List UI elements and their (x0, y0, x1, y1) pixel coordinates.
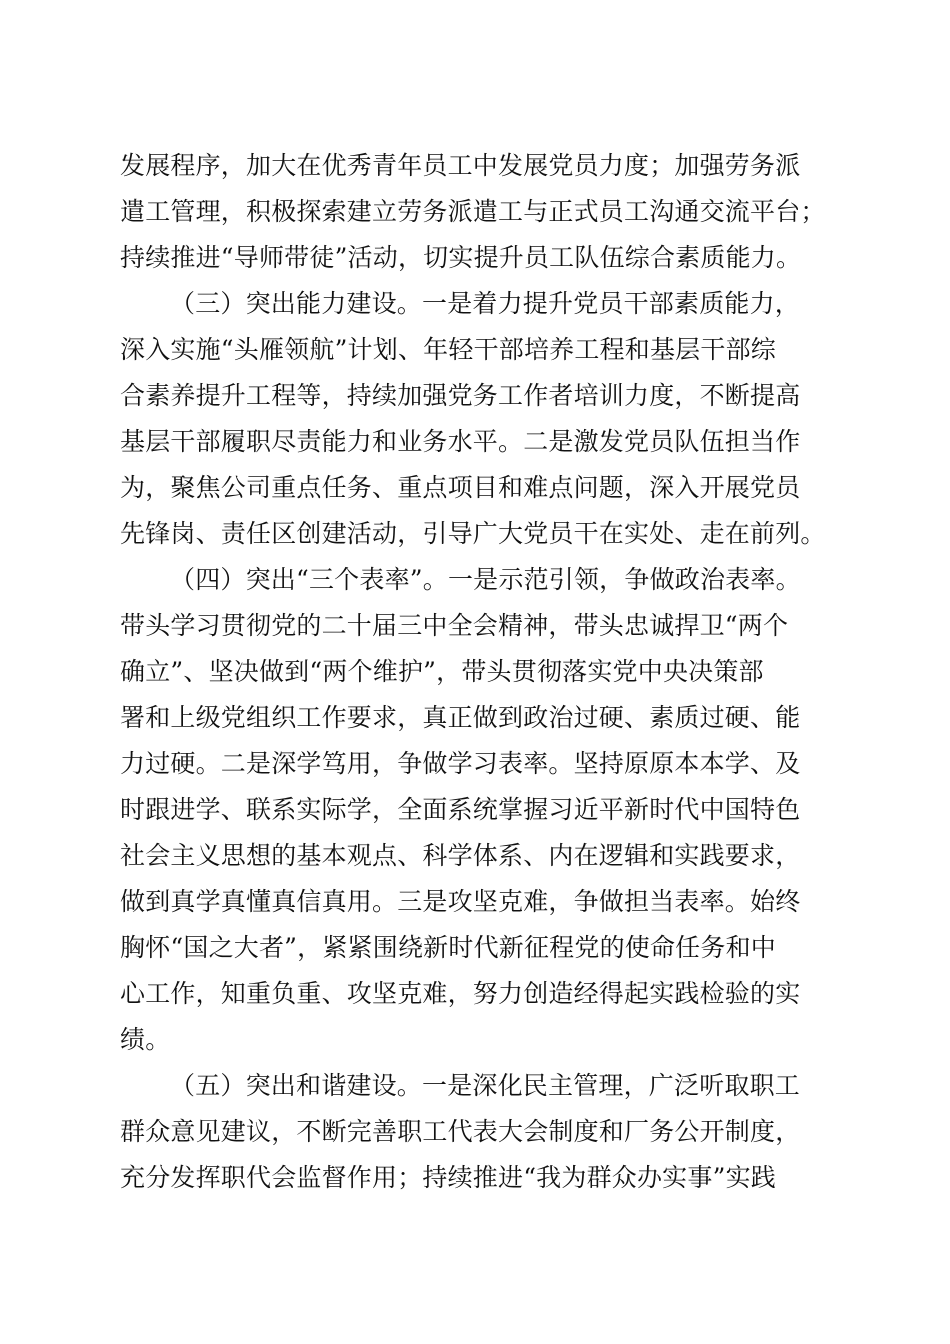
text-line: 做到真学真懂真信真用。三是攻坚克难，争做担当表率。始终 (120, 887, 801, 916)
text-line: 先锋岗、责任区创建活动，引导广大党员干在实处、走在前列。 (120, 519, 826, 548)
section-heading-line: （三）突出能力建设。一是着力提升党员干部素质能力， (170, 289, 801, 318)
text-line: 心工作，知重负重、攻坚克难，努力创造经得起实践检验的实 (120, 979, 801, 1008)
text-line: 遣工管理，积极探索建立劳务派遣工与正式员工沟通交流平台； (120, 197, 826, 226)
text-line: 深入实施“头雁领航”计划、年轻干部培养工程和基层干部综 (120, 335, 776, 364)
text-line: 绩。 (120, 1025, 171, 1054)
section-heading-line: （四）突出“三个表率”。一是示范引领，争做政治表率。 (170, 565, 801, 594)
text-line: 时跟进学、联系实际学，全面系统掌握习近平新时代中国特色 (120, 795, 801, 824)
text-line: 署和上级党组织工作要求，真正做到政治过硬、素质过硬、能 (120, 703, 801, 732)
text-line: 充分发挥职代会监督作用；持续推进“我为群众办实事”实践 (120, 1163, 776, 1192)
text-line: 基层干部履职尽责能力和业务水平。二是激发党员队伍担当作 (120, 427, 801, 456)
text-line: 为，聚焦公司重点任务、重点项目和难点问题，深入开展党员 (120, 473, 801, 502)
section-heading-line: （五）突出和谐建设。一是深化民主管理，广泛听取职工 (170, 1071, 801, 1100)
text-line: 社会主义思想的基本观点、科学体系、内在逻辑和实践要求， (120, 841, 801, 870)
text-line: 力过硬。二是深学笃用，争做学习表率。坚持原原本本学、及 (120, 749, 801, 778)
text-line: 持续推进“导师带徒”活动，切实提升员工队伍综合素质能力。 (120, 243, 802, 272)
text-line: 发展程序，加大在优秀青年员工中发展党员力度；加强劳务派 (120, 151, 801, 180)
text-line: 带头学习贯彻党的二十届三中全会精神，带头忠诚捍卫“两个 (120, 611, 789, 640)
text-line: 群众意见建议，不断完善职工代表大会制度和厂务公开制度， (120, 1117, 801, 1146)
text-line: 合素养提升工程等，持续加强党务工作者培训力度，不断提高 (120, 381, 801, 410)
text-line: 确立”、坚决做到“两个维护”，带头贯彻落实党中央决策部 (120, 657, 764, 686)
text-line: 胸怀“国之大者”，紧紧围绕新时代新征程党的使命任务和中 (120, 933, 776, 962)
